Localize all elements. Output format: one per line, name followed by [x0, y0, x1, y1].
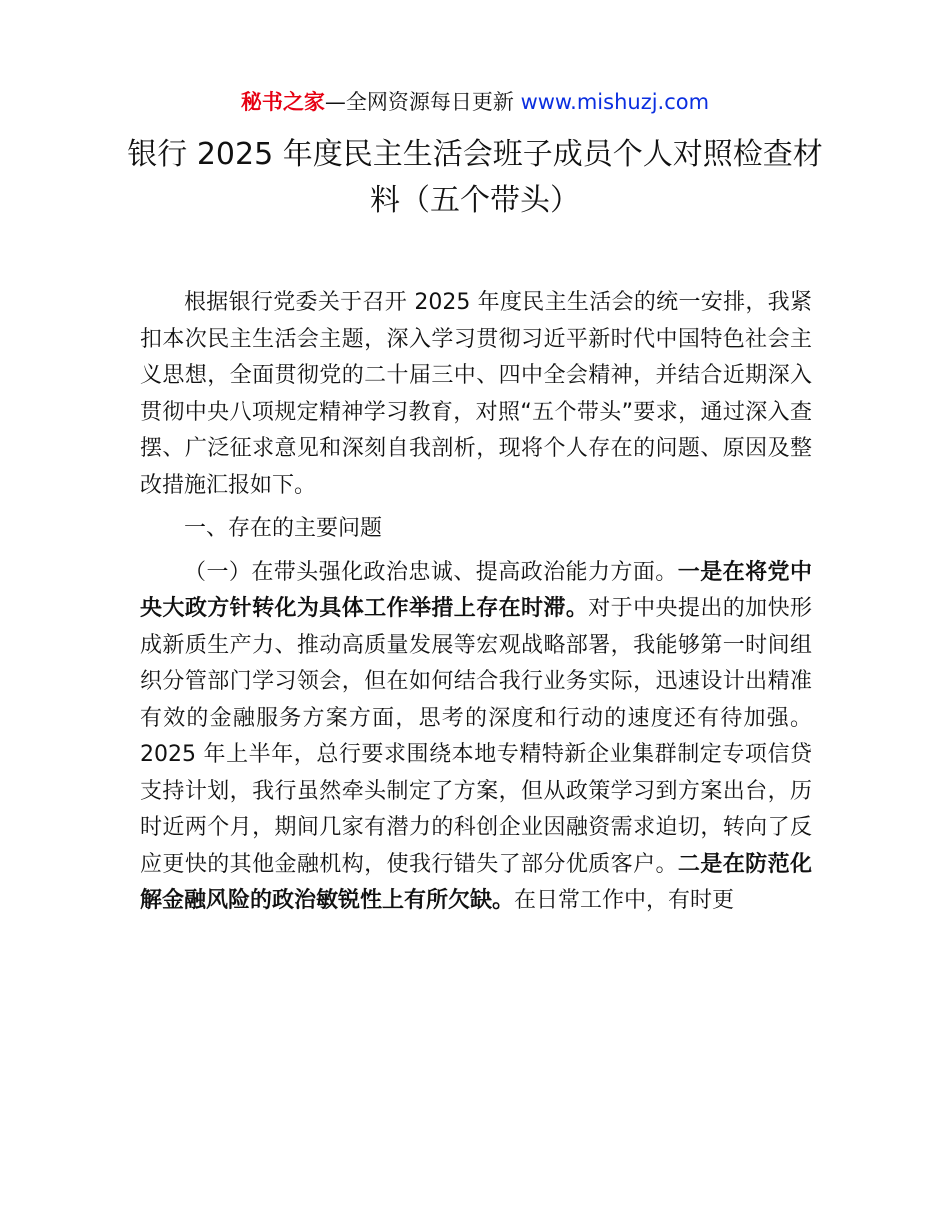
- paragraph-text-1: 对于中央提出的加快形成新质生产力、推动高质量发展等宏观战略部署，我能够第一时间组织分管部门学习领会，但在如何结合我行业务实际，迅速设计出精准有效的金融服务方案方面，思考的深度和行动的速度还有待加强。2025 年上半年，总行要求围绕本地专精特新企业集群制定专项信贷支持计划，我行虽然牵头制定了方案，但从政策学习到方案出台，历时近两个月，期间几家有潜力的科创企业因融资需求迫切，转向了反应更快的其他金融机构，使我行错失了部分优质客户。: [140, 596, 812, 877]
- paragraph-lead: （一）在带头强化政治忠诚、提高政治能力方面。: [184, 559, 678, 585]
- brand-name: 秘书之家: [240, 90, 325, 114]
- body-paragraph: [140, 555, 812, 920]
- bold-point-2: 二是在防范化解金融风险的政治敏锐性上有所欠缺。: [140, 851, 812, 913]
- section-heading: 一、存在的主要问题: [184, 516, 383, 541]
- site-url[interactable]: www.mishuzj.com: [520, 90, 710, 114]
- document-title: 银行 2025 年度民主生活会班子成员个人对照检查材料（五个带头）: [127, 137, 823, 218]
- document-body: [140, 285, 812, 920]
- header-tagline: —全网资源每日更新: [324, 90, 521, 114]
- site-header: [0, 88, 950, 116]
- intro-paragraph: 根据银行党委关于召开 2025 年度民主生活会的统一安排，我紧扣本次民主生活会主题，深入学习贯彻习近平新时代中国特色社会主义思想，全面贯彻党的二十届三中、四中全会精神，并结合近期深入贯彻中央八项规定精神学习教育，对照“五个带头”要求，通过深入查摆、广泛征求意见和深刻自我剖析，现将个人存在的问题、原因及整改措施汇报如下。: [140, 290, 812, 498]
- bold-point-1: 一是在将党中央大政方针转化为具体工作举措上存在时滞。: [140, 559, 812, 621]
- paragraph-text-2: 在日常工作中，有时更: [514, 888, 735, 913]
